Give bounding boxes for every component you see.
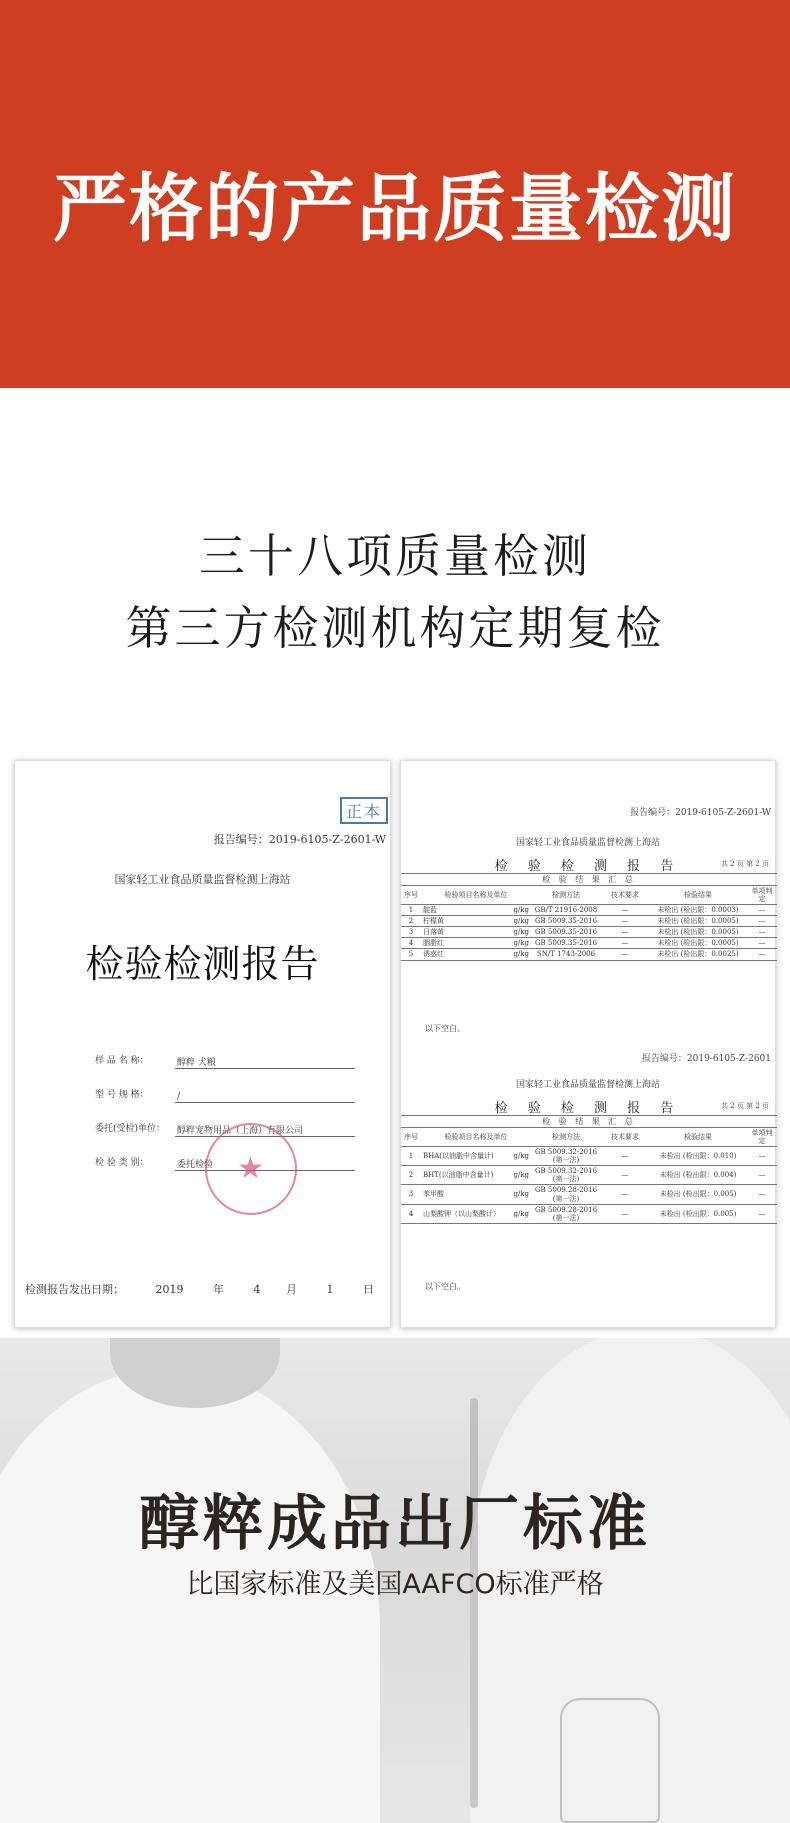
report-title: 检验检测报告 [85, 942, 320, 986]
date-month-unit: 月 [286, 1283, 297, 1296]
col-header: 检验项目名称及单位 [421, 886, 531, 905]
cell-number: 1 [401, 905, 421, 916]
item-unit: g/kg [513, 906, 529, 915]
col-header: 序号 [401, 1128, 421, 1147]
cell-number: 1 [401, 1147, 421, 1166]
item-name: 山梨酸钾（以山梨酸计） [423, 1209, 500, 1218]
original-copy-stamp: 正本 [340, 797, 388, 824]
field-label: 委托(受检)单位： [95, 1124, 166, 1134]
field-value: 委托检验 [175, 1157, 355, 1171]
cell-method: GB 5009.32-2016 (第一法) [531, 1147, 601, 1166]
cell-requirement: — [601, 1147, 649, 1166]
item-name: 靛蓝 [423, 906, 437, 915]
table-row [401, 1204, 777, 1223]
cell-item [421, 1166, 531, 1185]
cell-result: 未检出 (检出限：0.005) [649, 1185, 747, 1204]
col-header: 技术要求 [601, 886, 649, 905]
item-name: BHT(以油脂中含量计) [423, 1171, 494, 1180]
cell-method: GB 5009.28-2016 (第一法) [531, 1185, 601, 1204]
cell-item [421, 1147, 531, 1166]
issuing-organization: 国家轻工业食品质量监督检测上海站 [114, 873, 291, 886]
cell-judgement: — [747, 905, 777, 916]
cell-result: 未检出 (检出限：0.010) [649, 1147, 747, 1166]
cell-number: 3 [401, 1185, 421, 1204]
item-name: 胭脂红 [423, 939, 444, 948]
field-value: / [175, 1092, 355, 1103]
cell-judgement: — [747, 938, 777, 949]
cell-item [421, 1185, 531, 1204]
field-value: 醇粹 犬粮 [175, 1055, 355, 1069]
cell-method: GB/T 21916-2008 [531, 905, 601, 916]
item-name: 日落黄 [423, 928, 444, 937]
cell-item [421, 916, 531, 927]
cell-judgement: — [747, 1204, 777, 1223]
cell-result: 未检出 (检出限：0.0005) [649, 938, 747, 949]
table-row [401, 1166, 777, 1185]
table-row [401, 1185, 777, 1204]
blank-note: 以下空白。 [425, 1024, 465, 1033]
item-unit: g/kg [513, 1190, 529, 1199]
official-seal-icon: ★ [205, 1123, 297, 1215]
cell-method: GB 5009.32-2016 (第一法) [531, 1166, 601, 1185]
date-year: 2019 [155, 1283, 184, 1296]
page-indicator: 共 2 页 第 2 页 [720, 1102, 769, 1110]
col-header: 技术要求 [601, 1128, 649, 1147]
cell-number: 3 [401, 927, 421, 938]
cell-method: SN/T 1743-2006 [531, 949, 601, 960]
cell-requirement: — [601, 949, 649, 960]
issuing-organization: 国家轻工业食品质量监督检测上海站 [515, 838, 660, 848]
cell-number: 2 [401, 1166, 421, 1185]
cell-requirement: — [601, 916, 649, 927]
cell-judgement: — [747, 916, 777, 927]
cell-requirement: — [601, 905, 649, 916]
cell-requirement: — [601, 1204, 649, 1223]
cell-result: 未检出 (检出限：0.0003) [649, 905, 747, 916]
report-number: 报告编号：2019-6105-Z-2601-W [630, 808, 771, 818]
cell-judgement: — [747, 1147, 777, 1166]
report-issue-date [25, 1281, 385, 1297]
subtitle-line-1: 三十八项质量检测 [199, 529, 591, 583]
field-label: 检 验 类 别： [95, 1158, 149, 1168]
field-label: 样 品 名 称： [95, 1056, 149, 1066]
cell-judgement: — [747, 1185, 777, 1204]
col-header: 单项判定 [747, 886, 777, 905]
item-unit: g/kg [513, 939, 529, 948]
cell-item [421, 1204, 531, 1223]
cell-requirement: — [601, 927, 649, 938]
item-unit: g/kg [513, 1152, 529, 1161]
cell-item [421, 938, 531, 949]
table-row [401, 927, 777, 938]
table-row [401, 905, 777, 916]
banner-title: 严格的产品质量检测 [53, 166, 737, 252]
results-table-preservatives [401, 1115, 777, 1224]
factory-standard-title: 醇粹成品出厂标准 [139, 1489, 651, 1559]
results-table-colorants [401, 873, 777, 961]
item-unit: g/kg [513, 928, 529, 937]
item-name: 苯甲酸 [423, 1190, 444, 1199]
cell-result: 未检出 (检出限：0.004) [649, 1166, 747, 1185]
factory-standard-subtitle: 比国家标准及美国AAFCO标准严格 [186, 1569, 604, 1600]
cell-judgement: — [747, 1166, 777, 1185]
cell-method: GB 5009.35-2016 [531, 916, 601, 927]
item-unit: g/kg [513, 1209, 529, 1218]
flask-icon [560, 1698, 660, 1823]
date-label: 检测报告发出日期： [25, 1283, 124, 1296]
cell-result: 未检出 (检出限：0.0025) [649, 949, 747, 960]
report-number: 报告编号：2019-6105-Z-2601 [641, 1054, 771, 1064]
date-month: 4 [253, 1283, 261, 1296]
cell-judgement: — [747, 949, 777, 960]
cell-item [421, 905, 531, 916]
col-header: 检验结果 [649, 886, 747, 905]
item-unit: g/kg [513, 950, 529, 959]
field-sample-name [95, 1053, 355, 1069]
field-label: 型 号 规 格： [95, 1090, 149, 1100]
cell-requirement: — [601, 938, 649, 949]
table-row [401, 949, 777, 960]
cell-item [421, 949, 531, 960]
cell-method: GB 5009.35-2016 [531, 938, 601, 949]
cell-judgement: — [747, 927, 777, 938]
cell-result: 未检出 (检出限：0.0005) [649, 927, 747, 938]
results-title: 检 验 检 测 报 告 [494, 859, 682, 874]
col-header: 检验项目名称及单位 [421, 1128, 531, 1147]
cell-number: 4 [401, 1204, 421, 1223]
results-title: 检 验 检 测 报 告 [494, 1101, 682, 1116]
item-name: 柠檬黄 [423, 917, 444, 926]
cell-method: GB 5009.35-2016 [531, 927, 601, 938]
page-indicator: 共 2 页 第 2 页 [720, 860, 769, 868]
col-header: 检测方法 [531, 886, 601, 905]
cell-number: 5 [401, 949, 421, 960]
cell-result: 未检出 (检出限：0.005) [649, 1204, 747, 1223]
cell-number: 2 [401, 916, 421, 927]
results-summary-heading: 检 验 结 果 汇 总 [401, 874, 777, 886]
report-results-page [400, 760, 776, 1328]
col-header: 单项判定 [747, 1128, 777, 1147]
table-row [401, 1147, 777, 1166]
cell-method: GB 5009.28-2016 (第一法) [531, 1204, 601, 1223]
pipette-icon [470, 1398, 478, 1808]
cell-number: 4 [401, 938, 421, 949]
cell-result: 未检出 (检出限：0.0005) [649, 916, 747, 927]
col-header: 序号 [401, 886, 421, 905]
table-row [401, 916, 777, 927]
cell-item [421, 927, 531, 938]
report-number: 报告编号：2019-6105-Z-2601-W [213, 833, 386, 846]
item-unit: g/kg [513, 1171, 529, 1180]
issuing-organization: 国家轻工业食品质量监督检测上海站 [515, 1080, 660, 1090]
date-day: 1 [326, 1283, 334, 1296]
date-year-unit: 年 [213, 1283, 224, 1296]
lab-background-section [0, 1338, 790, 1823]
field-value: 醇粹宠物用品（上海）有限公司 [175, 1123, 355, 1137]
blank-note: 以下空白。 [425, 1282, 465, 1291]
col-header: 检验结果 [649, 1128, 747, 1147]
top-banner [0, 0, 790, 388]
report-cover-page [14, 760, 391, 1328]
subtitle-line-2: 第三方检测机构定期复检 [125, 601, 665, 655]
cell-requirement: — [601, 1166, 649, 1185]
table-row [401, 938, 777, 949]
item-name: 诱惑红 [423, 950, 444, 959]
cell-requirement: — [601, 1185, 649, 1204]
field-model-spec [95, 1087, 355, 1103]
item-unit: g/kg [513, 917, 529, 926]
results-summary-heading: 检 验 结 果 汇 总 [401, 1116, 777, 1128]
date-day-unit: 日 [363, 1283, 374, 1296]
item-name: BHA(以油脂中含量计) [423, 1152, 494, 1161]
col-header: 检测方法 [531, 1128, 601, 1147]
